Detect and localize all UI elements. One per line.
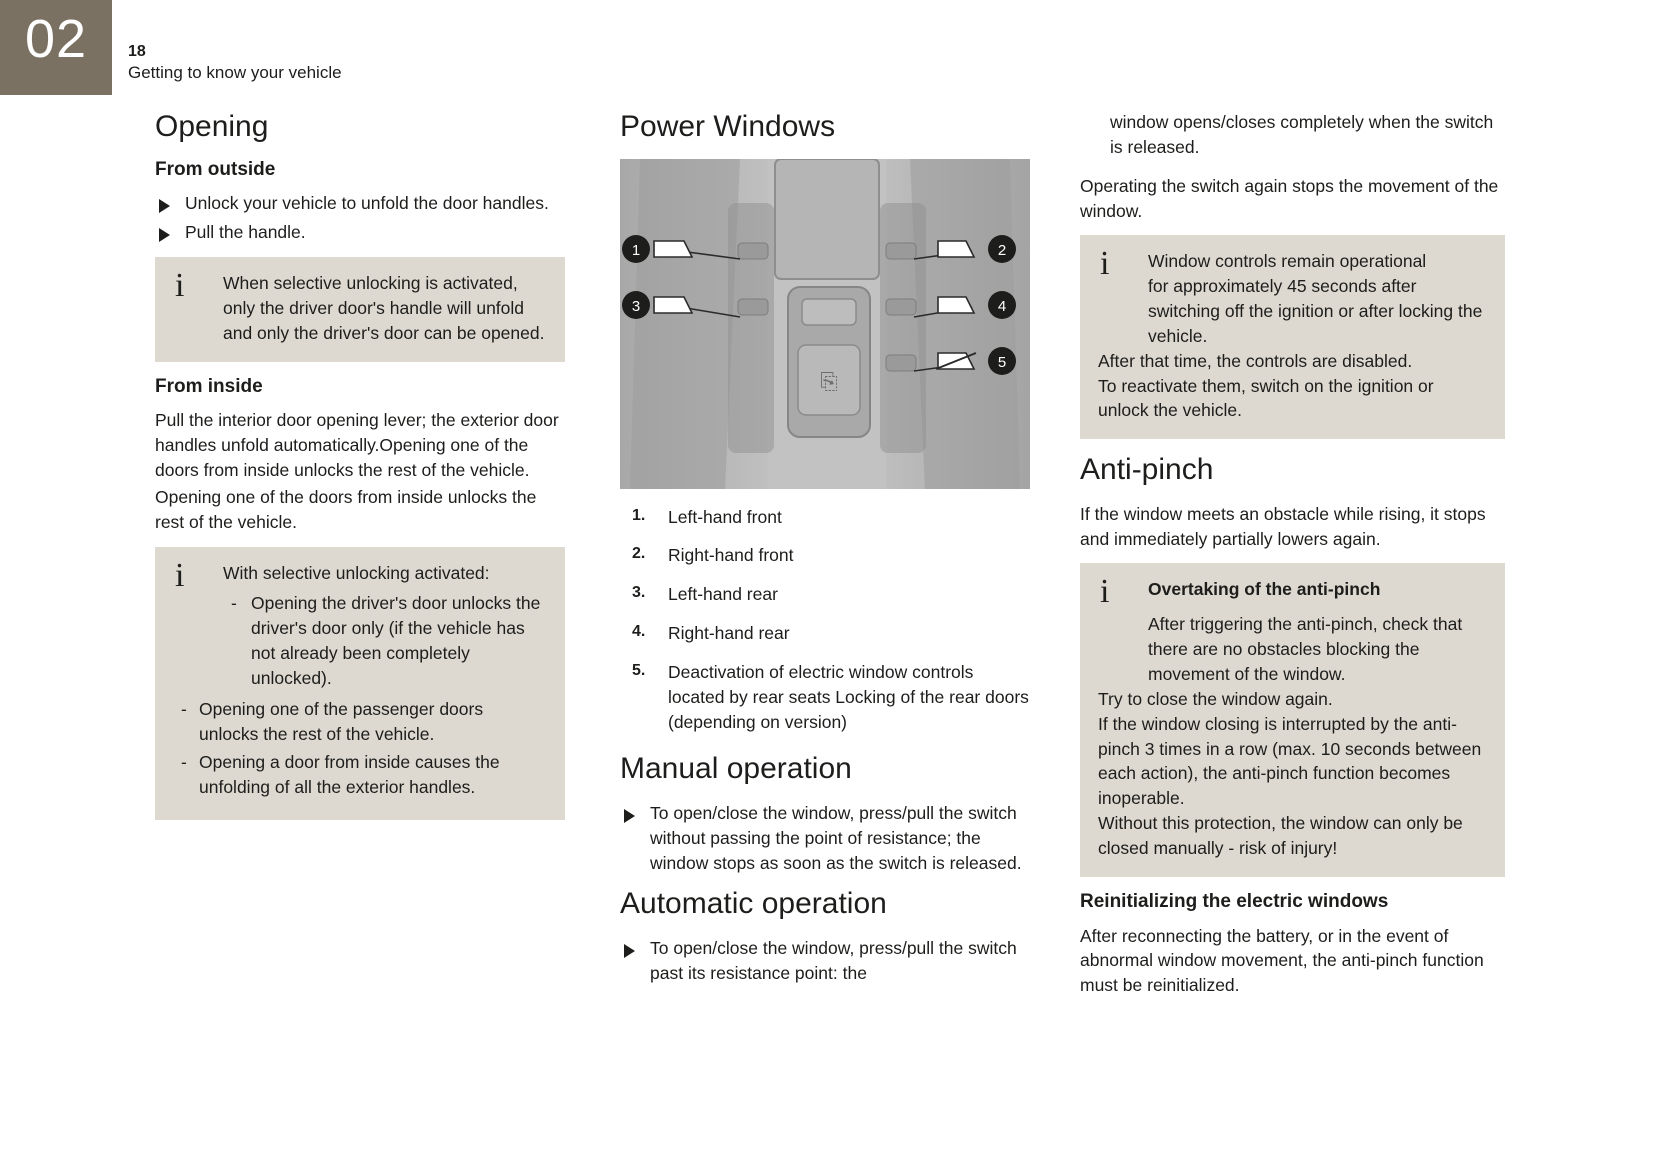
paragraph-reinitializing: After reconnecting the battery, or in the event of abnormal window movement, the anti-pinch function must be reinitialized.: [1080, 925, 1484, 996]
paragraph-continuation: window opens/closes completely when the switch is released.: [1110, 112, 1494, 157]
figure-legend-list: [620, 505, 1030, 735]
list-item: Left-hand rear: [668, 584, 778, 605]
subheading-from-inside: From inside: [155, 375, 263, 397]
svg-text:3: 3: [631, 297, 641, 315]
info-text-line: To reactivate them, switch on the ignition or unlock the vehicle.: [1098, 375, 1434, 421]
info-text-line: Try to close the window again.: [1098, 688, 1333, 709]
chapter-tab: [0, 0, 112, 95]
from-outside-bullet-list: [155, 191, 565, 245]
subheading-reinitializing: Reinitializing the electric windows: [1080, 890, 1389, 912]
info-text-line: After that time, the controls are disabled.: [1098, 350, 1413, 371]
list-item: Deactivation of electric window controls located by rear seats Locking of the rear doors (depending on version): [668, 661, 1029, 732]
list-item: Left-hand front: [668, 506, 782, 527]
page-header: [128, 42, 728, 84]
paragraph-from-inside-1: Pull the interior door opening lever; the exterior door handles unfold automatically.Opening one of the doors from inside unlocks the rest of the vehicle.: [155, 410, 559, 480]
list-item: Pull the handle.: [155, 220, 565, 245]
power-window-switch-panel-diagram: [620, 159, 1030, 489]
list-item: Right-hand front: [668, 545, 794, 566]
info-text-line: for approximately 45 seconds after switching off the ignition or after locking the vehicle.: [1148, 276, 1483, 346]
info-text-line: After triggering the anti-pinch, check that there are no obstacles blocking the movement of the window.: [1148, 614, 1463, 684]
section-heading-anti-pinch: Anti-pinch: [1080, 453, 1214, 487]
info-i-icon: i: [1100, 245, 1110, 283]
list-item: - Opening the driver's door unlocks the driver's door only (if the vehicle has not already been completely unlocked).: [223, 591, 547, 690]
info-i-icon: i: [1100, 573, 1110, 611]
list-item: Unlock your vehicle to unfold the door handles.: [155, 191, 565, 216]
info-text-line: When selective unlocking is activated,: [223, 272, 518, 293]
info-list: [173, 697, 547, 800]
info-text-line: Window controls remain operational: [1148, 251, 1427, 272]
section-heading-manual-operation: Manual operation: [620, 752, 852, 786]
column-left: [155, 110, 565, 834]
list-item: - Opening one of the passenger doors unlocks the rest of the vehicle.: [173, 697, 547, 747]
paragraph-from-inside-2: Opening one of the doors from inside unlocks the rest of the vehicle.: [155, 486, 537, 532]
info-box-title: Overtaking of the anti-pinch: [1148, 579, 1381, 600]
list-item: - Opening a door from inside causes the unfolding of all the exterior handles.: [173, 750, 547, 800]
info-sub-list: [223, 591, 547, 690]
info-box-window-controls: [1080, 235, 1505, 439]
info-box-overtaking-anti-pinch: [1080, 563, 1505, 876]
list-item: To open/close the window, press/pull the switch past its resistance point: the: [620, 936, 1030, 986]
svg-text:⎘: ⎘: [820, 368, 838, 394]
page-number: 18: [128, 43, 146, 60]
list-item: Right-hand rear: [668, 623, 790, 644]
page-title: Getting to know your vehicle: [128, 63, 342, 82]
column-middle: [620, 110, 1030, 998]
automatic-operation-list: [620, 936, 1030, 986]
column-right: [1080, 110, 1505, 1000]
paragraph-operating-switch: Operating the switch again stops the movement of the window.: [1080, 175, 1499, 221]
section-heading-power-windows: Power Windows: [620, 110, 836, 143]
info-text-line: If the window closing is interrupted by the anti-pinch 3 times in a row (max. 10 seconds between each action), the anti-pinch function becomes inoperable.: [1098, 713, 1482, 809]
svg-text:5: 5: [997, 353, 1007, 371]
svg-text:4: 4: [997, 297, 1007, 315]
paragraph-anti-pinch: If the window meets an obstacle while rising, it stops and immediately partially lowers again.: [1080, 503, 1486, 549]
subheading-from-outside: From outside: [155, 158, 276, 180]
section-heading-automatic-operation: Automatic operation: [620, 887, 887, 921]
info-box-selective-unlocking: [155, 257, 565, 362]
manual-operation-list: [620, 801, 1030, 876]
info-i-icon: i: [175, 556, 185, 594]
info-text-line: only the driver door's handle will unfold and only the driver's door can be opened.: [223, 297, 545, 343]
chapter-number: 02: [24, 9, 88, 69]
svg-text:1: 1: [631, 241, 641, 259]
info-box-selective-unlocking-details: [155, 547, 565, 821]
svg-text:2: 2: [997, 241, 1007, 259]
info-text-line: Without this protection, the window can only be closed manually - risk of injury!: [1098, 813, 1463, 858]
list-item: To open/close the window, press/pull the switch without passing the point of resistance; the window stops as soon as the switch is released.: [620, 801, 1030, 876]
section-heading-opening: Opening: [155, 110, 269, 143]
info-text-line: With selective unlocking activated:: [223, 562, 490, 583]
info-i-icon: i: [175, 266, 185, 304]
